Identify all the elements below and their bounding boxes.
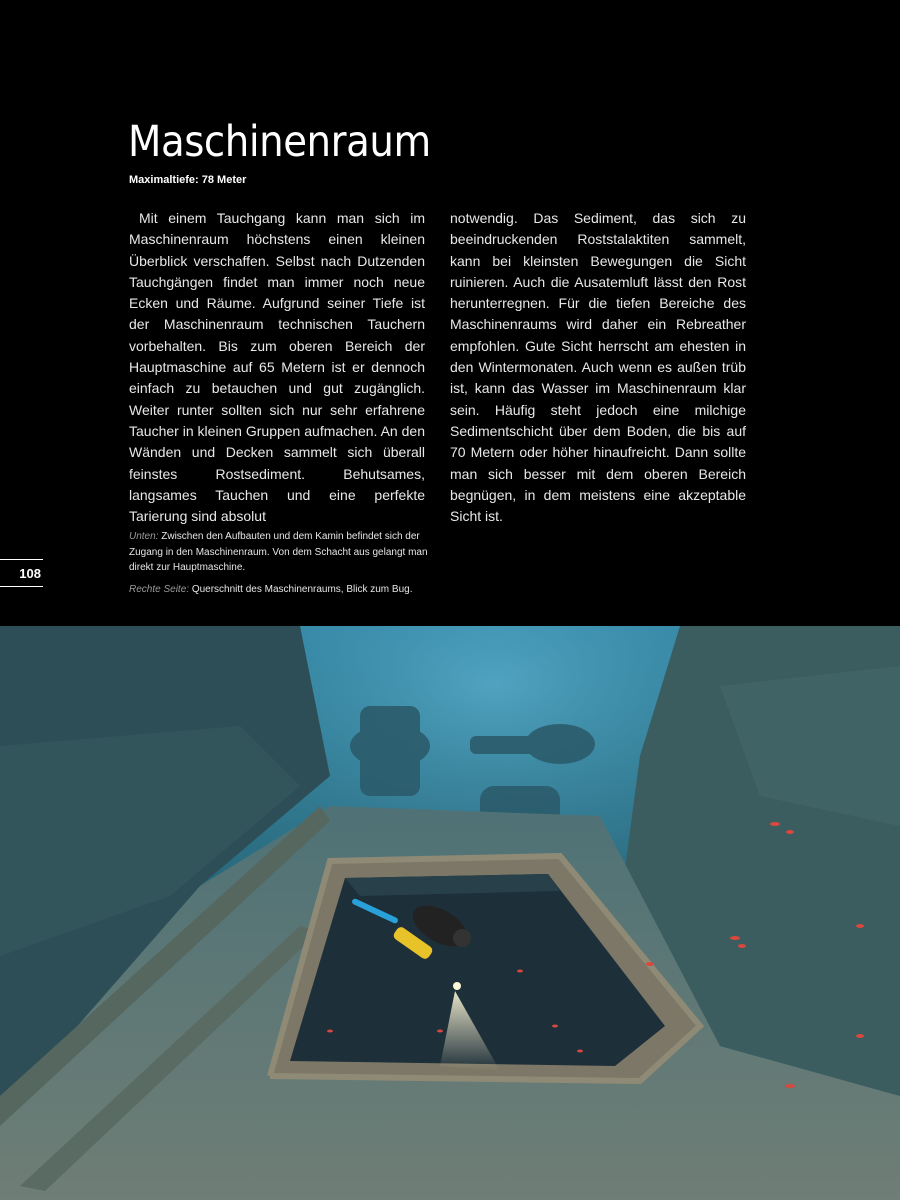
caption-right-lead: Rechte Seite [129,583,187,595]
caption-below: Unten: Zwischen den Aufbauten und dem Kamin befindet sich der Zugang in den Maschinenraum. Von dem Schacht aus gelangt man direkt zur Hauptmaschine. [129,531,428,573]
caption-below-lead: Unten [129,531,156,542]
page-number: 108 [0,559,43,587]
max-depth-label: Maximaltiefe: 78 Meter [129,174,247,186]
caption-below-text: Zwischen den Aufbauten und dem Kamin befindet sich der Zugang in den Maschinenraum. Von dem Schacht aus gelangt man direkt zur Hauptmaschine. [129,531,428,573]
engine-room-hatch-illustration [0,626,900,1200]
caption-right-page: Rechte Seite: Querschnitt des Maschinenraums, Blick zum Bug. [129,583,413,595]
photo-captions [129,529,429,603]
caption-right-text: Querschnitt des Maschinenraums, Blick zum Bug. [191,583,413,595]
page-title: Maschinenraum [128,117,431,167]
body-text-right-column: notwendig. Das Sediment, das sich zu beeindruckenden Roststalaktiten sammelt, kann bei kleinsten Bewegungen die Sicht ruinieren. Auch die Ausatemluft lässt den Rost herunterregnen. Für die tiefen Bereiche des Maschinenraums wird daher ein Rebreather empfohlen. Gute Sicht herrscht am ehesten in den Wintermonaten. Auch wenn es außen trüb ist, kann das Wasser im Maschinenraum klar sein. Häufig steht jedoch eine milchige Sedimentschicht über dem Boden, die bis auf 70 Metern oder höher hinaufreicht. Dann sollte man sich besser mit dem oberen Bereich begnügen, in dem meistens eine akzeptable Sicht ist. [450,210,746,525]
body-text-left-column: Mit einem Tauchgang kann man sich im Maschinenraum höchstens einen kleinen Überblick verschaffen. Selbst nach Dutzenden Tauchgängen findet man immer noch neue Ecken und Räume. Aufgrund seiner Tiefe ist der Maschinenraum technischen Tauchern vorbehalten. Bis zum oberen Bereich der Hauptmaschine auf 65 Metern ist er dennoch einfach zu betauchen und gut zugänglich. Weiter runter sollten sich nur sehr erfahrene Taucher in kleinen Gruppen aufmachen. An den Wänden und Decken sammelt sich überall feinstes Rostsediment. Behutsames, langsames Tauchen und eine perfekte Tarierung sind absolut [129,210,425,525]
wreck-photo [0,626,900,1200]
